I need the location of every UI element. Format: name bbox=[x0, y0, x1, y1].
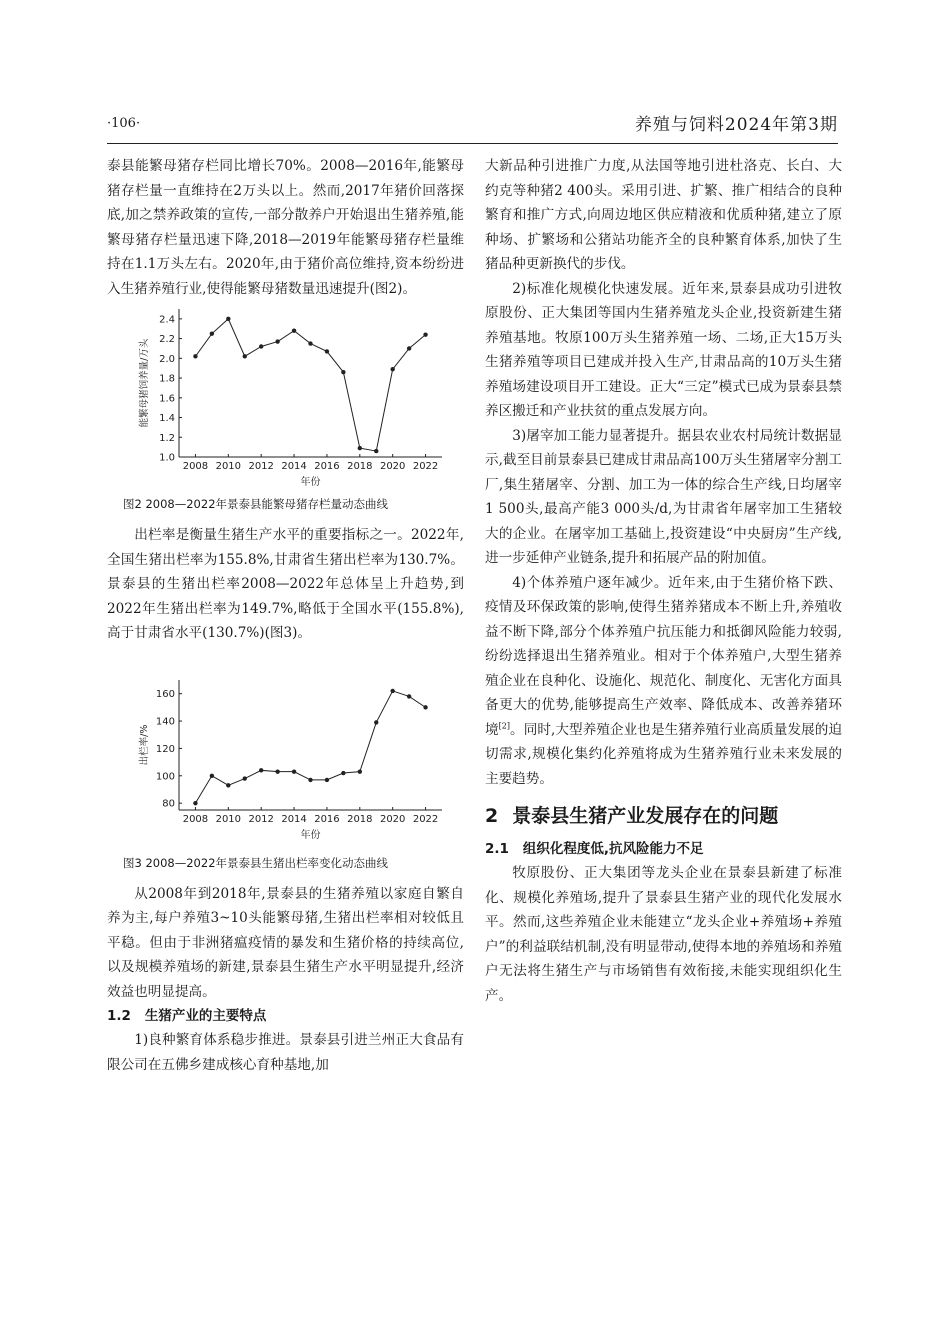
y-tick-label: 2.2 bbox=[159, 334, 175, 346]
heading-2 bbox=[485, 801, 842, 831]
y-tick-label: 2.4 bbox=[159, 314, 175, 326]
data-point bbox=[358, 769, 362, 773]
page-number: ·106· bbox=[107, 116, 141, 131]
x-tick-label: 2008 bbox=[182, 461, 209, 472]
x-tick-label: 2012 bbox=[248, 461, 274, 472]
left-paragraph-2: 出栏率是衡量生猪生产水平的重要指标之一。2022年,全国生猪出栏率为155.8%,甘肃省生猪出栏率为130.7%。景泰县的生猪出栏率2008—2022年总体呈上升趋势,到2022年生猪出栏率为149.7%,略低于全国水平(155.8%),高于甘肃省水平(130.7%)(图3)。 bbox=[107, 527, 464, 641]
x-tick-label: 2022 bbox=[412, 461, 439, 472]
figure-2 bbox=[107, 301, 464, 493]
data-point bbox=[423, 705, 427, 709]
x-tick-label: 2010 bbox=[215, 813, 242, 825]
data-point bbox=[243, 354, 247, 358]
right-paragraph-4-text: 4)个体养殖户逐年减少。近年来,由于生猪价格下跌、疫情及环保政策的影响,使得生猪养猪成本不断上升,养殖收益不断下降,部分个体养殖户抗压能力和抵御风险能力较弱,纷纷选择退出生猪养殖业。相对于个体养殖户,大型生猪养殖企业在良种化、设施化、规范化、制度化、无害化方面具备更大的优势,能够提高生产效率、降低成本、改善养猪环境 bbox=[485, 574, 842, 738]
y-tick-label: 80 bbox=[162, 798, 175, 810]
heading-1-2-title: 生猪产业的主要特点 bbox=[144, 1008, 267, 1024]
right-column bbox=[485, 154, 842, 1008]
data-point bbox=[210, 331, 214, 335]
data-point bbox=[292, 329, 296, 333]
right-paragraph-3: 3)屠宰加工能力显著提升。据县农业农村局统计数据显示,截至目前景泰县已建成甘肃品高100万头生猪屠宰分割工厂,集生猪屠宰、分割、加工为一体的综合生产线,日均屠宰1 500头,最高产能3 000头/d,为甘肃省年屠宰加工生猪较大的企业。在屠宰加工基础上,投资建设“中央厨房”生产线,进一步延伸产业链条,提升和拓展产品的附加值。 bbox=[485, 427, 842, 566]
x-axis-label: 年份 bbox=[300, 829, 321, 841]
data-point bbox=[275, 769, 279, 773]
y-tick-label: 100 bbox=[155, 770, 175, 782]
right-paragraph-4 bbox=[485, 571, 842, 792]
x-tick-label: 2020 bbox=[379, 461, 406, 472]
x-tick-label: 2010 bbox=[215, 461, 242, 472]
data-point bbox=[259, 344, 263, 348]
figure-3-caption: 图3 2008—2022年景泰县生猪出栏率变化动态曲线 bbox=[123, 855, 389, 870]
data-point bbox=[226, 783, 230, 787]
heading-2-1-number: 2.1 bbox=[485, 841, 509, 857]
y-tick-label: 1.2 bbox=[159, 432, 175, 444]
right-paragraph-1: 大新品种引进推广力度,从法国等地引进杜洛克、长白、大约克等种猪2 400头。采用引进、扩繁、推广相结合的良种繁育和推广方式,向周边地区供应精液和优质种猪,建立了原种场、扩繁场和公猪站功能齐全的良种繁育体系,加快了生猪品种更新换代的步伐。 bbox=[485, 158, 842, 272]
data-point bbox=[358, 446, 362, 450]
y-tick-label: 2.0 bbox=[159, 353, 175, 365]
x-tick-label: 2008 bbox=[182, 813, 209, 825]
right-paragraph-2: 2)标准化规模化快速发展。近年来,景泰县成功引进牧原股份、正大集团等国内生猪养殖龙头企业,投资新建生猪养殖基地。牧原100万头生猪养殖一场、二场,正大15万头生猪养殖等项目已建成并投入生产,甘肃品高的10万头生猪养殖场建设项目开工建设。正大“三定”模式已成为景泰县禁养区搬迁和产业扶贫的重点发展方向。 bbox=[485, 280, 842, 419]
data-point bbox=[210, 773, 214, 777]
x-tick-label: 2014 bbox=[281, 813, 307, 825]
left-column bbox=[107, 154, 464, 1077]
data-point bbox=[308, 341, 312, 345]
data-point bbox=[226, 317, 230, 321]
y-tick-label: 1.0 bbox=[159, 452, 175, 464]
x-tick-label: 2018 bbox=[347, 461, 373, 472]
data-point bbox=[407, 346, 411, 350]
data-point bbox=[390, 688, 394, 692]
x-axis-label: 年份 bbox=[300, 477, 321, 488]
right-paragraph-4-text-end: 。同时,大型养殖企业也是生猪养殖行业高质量发展的迫切需求,规模化集约化养殖将成为生猪养殖行业未来发展的主要趋势。 bbox=[485, 721, 842, 787]
x-tick-label: 2012 bbox=[248, 813, 274, 825]
heading-1-2-number: 1.2 bbox=[107, 1008, 131, 1024]
y-axis-label: 能繁母猪饲养量/万头 bbox=[139, 338, 150, 428]
journal-title: 养殖与饲料2024年第3期 bbox=[634, 115, 838, 135]
data-point bbox=[407, 694, 411, 698]
heading-2-1 bbox=[485, 837, 842, 861]
x-tick-label: 2018 bbox=[347, 813, 373, 825]
x-tick-label: 2022 bbox=[412, 813, 439, 825]
heading-2-title: 景泰县生猪产业发展存在的问题 bbox=[512, 805, 779, 827]
header-rule bbox=[107, 143, 838, 144]
y-tick-label: 140 bbox=[155, 716, 175, 728]
data-point bbox=[259, 768, 263, 772]
series-line bbox=[195, 319, 425, 451]
data-point bbox=[374, 720, 378, 724]
data-point bbox=[325, 349, 329, 353]
x-tick-label: 2016 bbox=[314, 461, 340, 472]
data-point bbox=[243, 776, 247, 780]
data-point bbox=[275, 339, 279, 343]
data-point bbox=[341, 370, 345, 374]
figure-2-caption: 图2 2008—2022年景泰县能繁母猪存栏量动态曲线 bbox=[123, 497, 389, 511]
left-paragraph-3: 从2008年到2018年,景泰县的生猪养殖以家庭自繁自养为主,每户养殖3~10头能繁母猪,生猪出栏率相对较低且平稳。但由于非洲猪瘟疫情的暴发和生猪价格的持续高位,以及规模养殖场的新建,景泰县生猪生产水平明显提升,经济效益也明显提高。 bbox=[107, 885, 464, 1000]
figure-3 bbox=[107, 672, 464, 852]
data-point bbox=[374, 449, 378, 453]
right-paragraph-5: 牧原股份、正大集团等龙头企业在景泰县新建了标准化、规模化养殖场,提升了景泰县生猪产业的现代化发展水平。然而,这些养殖企业未能建立“龙头企业+养殖场+养殖户”的利益联结机制,没有明显带动,使得本地的养殖场和养殖户无法将生猪生产与市场销售有效衔接,未能实现组织化生产。 bbox=[485, 865, 842, 1004]
data-point bbox=[193, 354, 197, 358]
heading-2-1-title: 组织化程度低,抗风险能力不足 bbox=[522, 841, 704, 857]
y-tick-label: 1.6 bbox=[159, 393, 175, 405]
data-point bbox=[423, 332, 427, 336]
chart-slaughter-rate bbox=[107, 672, 464, 852]
y-axis-label: 出栏率/% bbox=[139, 724, 150, 765]
y-tick-label: 1.4 bbox=[159, 413, 175, 425]
data-point bbox=[193, 800, 197, 804]
citation-2: [2] bbox=[498, 720, 510, 730]
data-point bbox=[308, 777, 312, 781]
heading-1-2 bbox=[107, 1004, 464, 1028]
data-point bbox=[390, 367, 394, 371]
x-tick-label: 2016 bbox=[314, 813, 340, 825]
data-point bbox=[341, 770, 345, 774]
left-paragraph-4: 1)良种繁育体系稳步推进。景泰县引进兰州正大食品有限公司在五佛乡建成核心育种基地,加 bbox=[107, 1032, 464, 1073]
y-tick-label: 160 bbox=[155, 688, 175, 700]
heading-2-number: 2 bbox=[485, 805, 499, 827]
chart-sow-inventory bbox=[107, 301, 464, 493]
x-tick-label: 2020 bbox=[379, 813, 406, 825]
data-point bbox=[292, 769, 296, 773]
x-tick-label: 2014 bbox=[281, 461, 307, 472]
left-paragraph-1: 泰县能繁母猪存栏同比增长70%。2008—2016年,能繁母猪存栏量一直维持在2万头以上。然而,2017年猪价回落探底,加之禁养政策的宣传,一部分散养户开始退出生猪养殖,能繁母猪存栏量迅速下降,2018—2019年能繁母猪存栏量维持在1.1万头左右。2020年,由于猪价高位维持,资本纷纷进入生猪养殖行业,使得能繁母猪数量迅速提升(图2)。 bbox=[107, 158, 464, 297]
y-tick-label: 120 bbox=[155, 743, 175, 755]
data-point bbox=[325, 777, 329, 781]
y-tick-label: 1.8 bbox=[159, 373, 175, 385]
